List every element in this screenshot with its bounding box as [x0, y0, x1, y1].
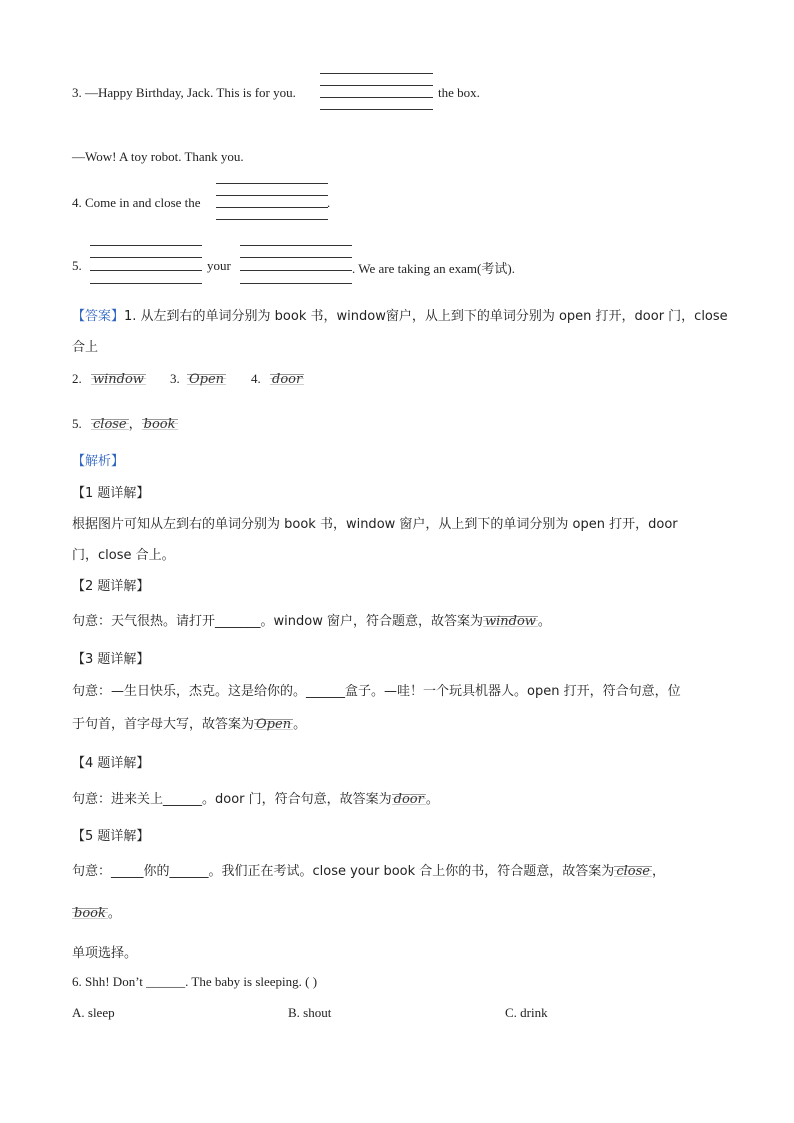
q5-number: 5.: [72, 258, 82, 273]
q3-writing-line-answer[interactable]: [320, 97, 433, 98]
answer-4: [251, 371, 304, 389]
answer-line-1: 1. 从左到右的单词分别为 book 书，window窗户，从上到下的单词分别为 open 打开，door 门，close: [124, 309, 728, 324]
detail-4-title: 【4 题详解】: [72, 756, 150, 771]
q5-writing-line-a-answer[interactable]: [90, 270, 202, 271]
detail-4-handwriting: door: [393, 792, 424, 807]
q5-writing-line-b-mid: [240, 257, 352, 258]
detail-5-title: 【5 题详解】: [72, 829, 150, 844]
q5-writing-line-a-top: [90, 245, 202, 246]
detail-3-line-1: 句意：—生日快乐，杰克。这是给你的。______盒子。—哇！一个玩具机器人。open 打开，符合句意，位: [72, 684, 681, 699]
q6-option-b[interactable]: B. shout: [288, 1005, 332, 1020]
detail-5-sentence: 句意：_____你的______。我们正在考试。close your book 合上你的书，符合题意，故答案为: [72, 864, 615, 879]
detail-1-line-2: 门，close 合上。: [72, 548, 175, 563]
detail-2-end: 。: [537, 614, 551, 629]
answer-5-separator: ，: [128, 417, 142, 432]
detail-5-end: 。: [107, 906, 121, 921]
answer-3-number: 3.: [170, 371, 180, 386]
q5-writing-line-a-mid: [90, 257, 202, 258]
answer-3: [170, 371, 226, 389]
detail-5-text: [72, 860, 665, 881]
q3-writing-line-mid: [320, 85, 433, 86]
detail-5-handwriting-b: book: [74, 906, 106, 921]
detail-3-title: 【3 题详解】: [72, 652, 150, 667]
q6-option-a[interactable]: A. sleep: [72, 1005, 115, 1020]
answer-4-handwriting: door: [272, 372, 303, 387]
answer-5-handwriting-b: book: [143, 417, 176, 432]
q4-writing-line-top: [216, 183, 328, 184]
detail-3-sentence: 于句首，首字母大写，故答案为: [72, 717, 255, 732]
q4-question: 4. Come in and close the: [72, 195, 201, 210]
answer-section: [72, 305, 728, 324]
detail-4-text: [72, 788, 439, 809]
detail-1-title: 【1 题详解】: [72, 486, 150, 501]
q5-writing-line-b-answer[interactable]: [240, 270, 352, 271]
q5-writing-line-b-top: [240, 245, 352, 246]
answer-5: [72, 413, 178, 434]
detail-3-handwriting: Open: [256, 717, 292, 732]
detail-5-handwriting-a: close: [616, 864, 650, 879]
detail-2-title: 【2 题详解】: [72, 579, 150, 594]
detail-2-sentence: 句意：天气很热。请打开_______。window 窗户，符合题意，故答案为: [72, 614, 483, 629]
q3-reply: —Wow! A toy robot. Thank you.: [72, 149, 244, 164]
detail-5-text-cont: [72, 902, 121, 923]
q6-stem: 6. Shh! Don’t ______. The baby is sleeping. ( ): [72, 974, 318, 989]
detail-4-sentence: 句意：进来关上______。door 门，符合句意，故答案为: [72, 792, 392, 807]
q4-writing-line-bottom: [216, 219, 328, 220]
answer-tag: 【答案】: [72, 309, 125, 324]
detail-4-end: 。: [425, 792, 439, 807]
q5-writing-line-a-bottom: [90, 283, 202, 284]
answer-3-handwriting: Open: [189, 372, 225, 387]
q6-option-c[interactable]: C. drink: [505, 1005, 548, 1020]
detail-3-line-2: [72, 713, 306, 734]
detail-2-handwriting: window: [484, 614, 536, 629]
q5-writing-line-b-bottom: [240, 283, 352, 284]
q3-question-end: the box.: [438, 85, 480, 100]
q3-writing-line-top: [320, 73, 433, 74]
q4-writing-line-mid: [216, 195, 328, 196]
q4-writing-line-answer[interactable]: [216, 207, 328, 208]
q5-word-your: your: [207, 258, 231, 273]
q3-writing-line-bottom: [320, 109, 433, 110]
answer-4-number: 4.: [251, 371, 261, 386]
section-single-choice: 单项选择。: [72, 946, 138, 961]
detail-2-text: [72, 610, 551, 631]
answer-2: [72, 371, 146, 389]
q4-question-end: .: [327, 195, 331, 210]
detail-5-separator: ，: [651, 864, 665, 879]
detail-1-line-1: 根据图片可知从左到右的单词分别为 book 书，window 窗户，从上到下的单词分别为 open 打开，door: [72, 517, 678, 532]
analysis-tag: 【解析】: [72, 454, 125, 469]
q5-question-end: . We are taking an exam(考试).: [352, 261, 515, 276]
answer-5-handwriting-a: close: [93, 417, 127, 432]
answer-5-number: 5.: [72, 416, 82, 431]
detail-3-end: 。: [293, 717, 307, 732]
q3-question: 3. —Happy Birthday, Jack. This is for you.: [72, 85, 296, 100]
answer-line-1-cont: 合上: [72, 340, 99, 355]
answer-2-number: 2.: [72, 371, 82, 386]
answer-2-handwriting: window: [93, 372, 144, 387]
